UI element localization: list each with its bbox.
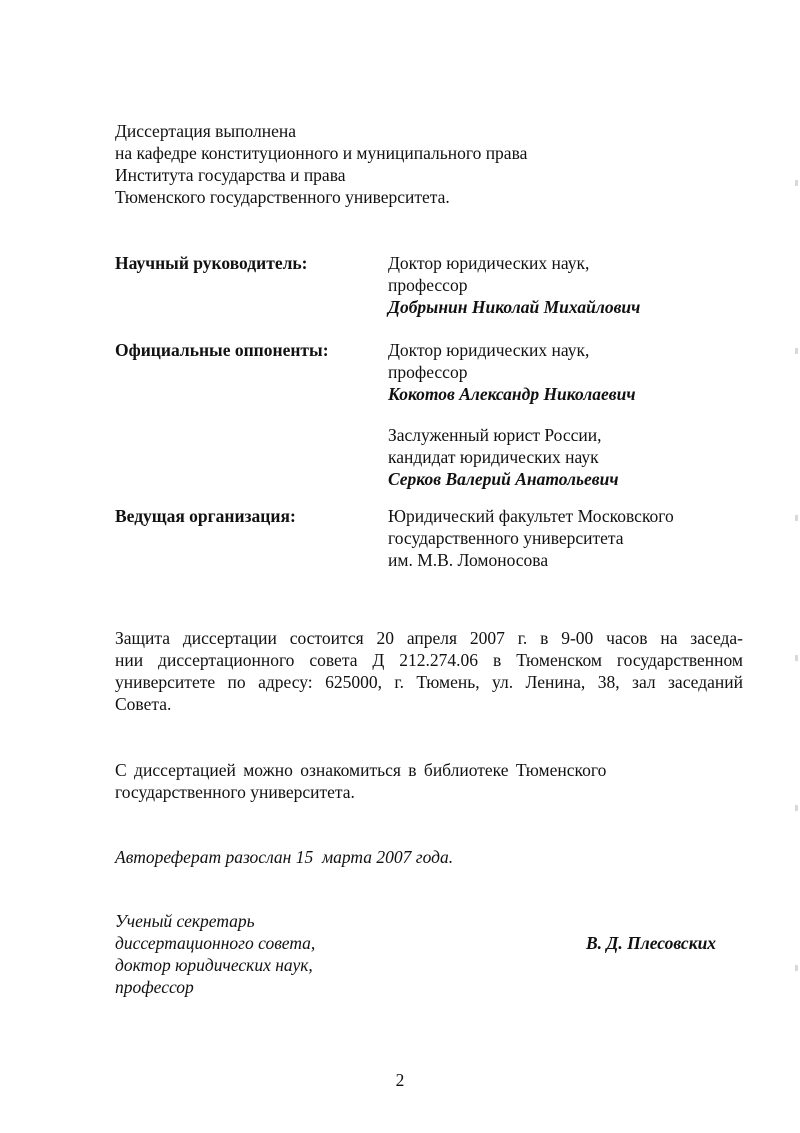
opponent-name: Серков Валерий Анатольевич bbox=[388, 469, 619, 489]
supervisor-label: Научный руководитель: bbox=[115, 253, 308, 273]
opponent-degree: кандидат юридических наук bbox=[388, 447, 599, 467]
scan-speck bbox=[795, 655, 798, 661]
organization-line: государственного университета bbox=[388, 528, 624, 548]
defense-line: Совета. bbox=[115, 694, 172, 714]
opponent-degree: Доктор юридических наук, bbox=[388, 340, 590, 360]
supervisor-name: Добрынин Николай Михайлович bbox=[388, 297, 641, 317]
defense-line: Защита диссертации состоится 20 апреля 2007 г. в 9-00 часов на заседа- bbox=[115, 628, 743, 648]
secretary-line: профессор bbox=[115, 977, 194, 997]
organization-line: Юридический факультет Московского bbox=[388, 506, 674, 526]
header-line: на кафедре конституционного и муниципального права bbox=[115, 143, 528, 163]
supervisor-info bbox=[388, 252, 640, 318]
page-number: 2 bbox=[395, 1070, 405, 1090]
defense-line: университете по адресу: 625000, г. Тюмень, ул. Ленина, 38, зал заседаний bbox=[115, 672, 743, 692]
supervisor-rank: профессор bbox=[388, 275, 468, 295]
scan-speck bbox=[795, 348, 798, 354]
secretary-line: Ученый секретарь bbox=[115, 911, 255, 931]
sent-date: Автореферат разослан 15 марта 2007 года. bbox=[115, 847, 454, 867]
scan-speck bbox=[795, 805, 798, 811]
library-line: государственного университета. bbox=[115, 782, 355, 802]
header-line: Института государства и права bbox=[115, 165, 346, 185]
scan-speck bbox=[795, 180, 798, 186]
defense-line: нии диссертационного совета Д 212.274.06 в Тюменском государственном bbox=[115, 650, 743, 670]
dissertation-info bbox=[115, 120, 527, 208]
organization-line: им. М.В. Ломоносова bbox=[388, 550, 549, 570]
opponent-rank: профессор bbox=[388, 362, 468, 382]
scan-speck bbox=[795, 965, 798, 971]
secretary-line: диссертационного совета, bbox=[115, 933, 316, 953]
opponents-label: Официальные оппоненты: bbox=[115, 340, 329, 360]
opponent-title: Заслуженный юрист России, bbox=[388, 425, 602, 445]
opponent-name: Кокотов Александр Николаевич bbox=[388, 384, 636, 404]
library-line: С диссертацией можно ознакомиться в библиотеке Тюменского bbox=[115, 760, 607, 780]
scan-speck bbox=[795, 515, 798, 521]
defense-paragraph bbox=[115, 627, 743, 715]
supervisor-degree: Доктор юридических наук, bbox=[388, 253, 590, 273]
secretary-info bbox=[115, 910, 315, 998]
header-line: Диссертация выполнена bbox=[115, 121, 297, 141]
organization-label: Ведущая организация: bbox=[115, 506, 296, 526]
header-line: Тюменского государственного университета. bbox=[115, 187, 450, 207]
secretary-line: доктор юридических наук, bbox=[115, 955, 313, 975]
opponent-second bbox=[388, 424, 619, 490]
library-paragraph bbox=[115, 759, 606, 803]
organization-info bbox=[388, 505, 674, 571]
opponent-first bbox=[388, 339, 636, 405]
secretary-name: В. Д. Плесовских bbox=[586, 933, 717, 953]
